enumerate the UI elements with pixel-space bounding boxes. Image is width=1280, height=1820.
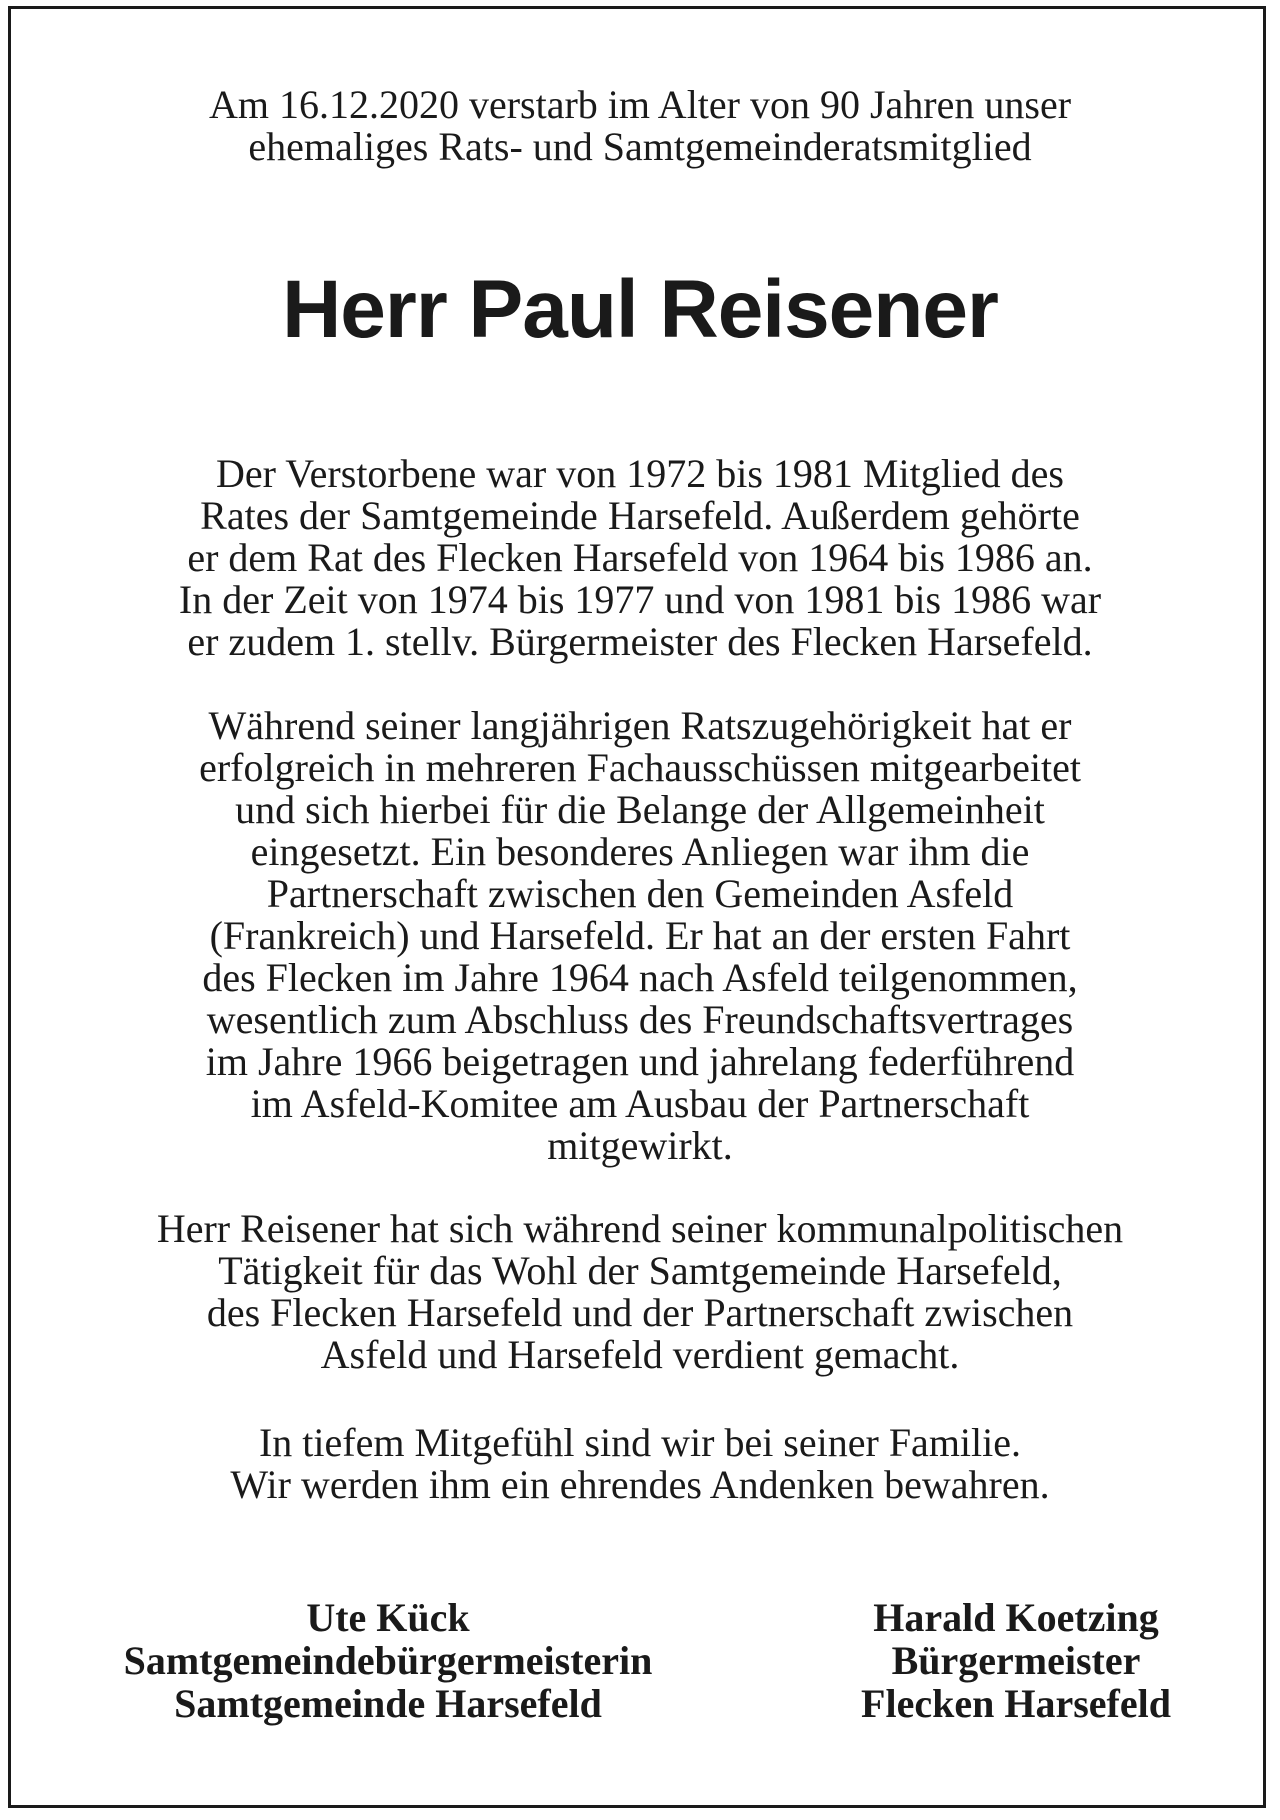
text-line: im Asfeld-Komitee am Ausbau der Partnerschaft — [250, 1081, 1030, 1126]
text-line: des Flecken Harsefeld und der Partnerschaft zwischen — [206, 1290, 1074, 1335]
deceased-name: Herr Paul Reisener — [282, 264, 998, 355]
signatory-name: Ute Kück — [306, 1595, 470, 1640]
signatory-organization: Flecken Harsefeld — [861, 1681, 1171, 1726]
signatory-organization: Samtgemeinde Harsefeld — [174, 1681, 602, 1726]
text-line: eingesetzt. Ein besonderes Anliegen war ihm die — [250, 829, 1030, 874]
signatory-title: Samtgemeindebürgermeisterin — [123, 1638, 653, 1683]
text-line: In tiefem Mitgefühl sind wir bei seiner Familie. — [258, 1420, 1022, 1465]
paragraph-merit — [0, 1208, 1280, 1376]
text-line: im Jahre 1966 beigetragen und jahrelang federführend — [205, 1039, 1075, 1084]
text-line: Asfeld und Harsefeld verdient gemacht. — [320, 1332, 960, 1377]
text-line: In der Zeit von 1974 bis 1977 und von 1981 bis 1986 war — [178, 577, 1102, 622]
text-line: Herr Reisener hat sich während seiner kommunalpolitischen — [156, 1206, 1124, 1251]
text-line: Der Verstorbene war von 1972 bis 1981 Mitglied des — [215, 451, 1064, 496]
signature-left — [82, 1596, 694, 1725]
signatory-name: Harald Koetzing — [873, 1595, 1159, 1640]
text-line: erfolgreich in mehreren Fachausschüssen mitgearbeitet — [199, 745, 1081, 790]
intro-text — [0, 84, 1280, 168]
text-line: er dem Rat des Flecken Harsefeld von 1964 bis 1986 an. — [187, 535, 1093, 580]
text-line: wesentlich zum Abschluss des Freundschaftsvertrages — [206, 997, 1074, 1042]
text-line: er zudem 1. stellv. Bürgermeister des Flecken Harsefeld. — [187, 619, 1093, 664]
text-line: Während seiner langjährigen Ratszugehörigkeit hat er — [208, 703, 1072, 748]
text-line: (Frankreich) und Harsefeld. Er hat an der ersten Fahrt — [209, 913, 1071, 958]
intro-line: ehemaliges Rats- und Samtgemeinderatsmitglied — [248, 124, 1032, 169]
text-line: Wir werden ihm ein ehrendes Andenken bewahren. — [230, 1462, 1050, 1507]
intro-line: Am 16.12.2020 verstarb im Alter von 90 Jahren unser — [208, 82, 1072, 127]
text-line: Tätigkeit für das Wohl der Samtgemeinde Harsefeld, — [218, 1248, 1062, 1293]
signature-right — [830, 1596, 1202, 1725]
text-line: Partnerschaft zwischen den Gemeinden Asfeld — [266, 871, 1014, 916]
paragraph-condolence — [0, 1422, 1280, 1506]
text-line: des Flecken im Jahre 1964 nach Asfeld teilgenommen, — [202, 955, 1078, 1000]
paragraph-career — [0, 453, 1280, 663]
paragraph-partnership — [0, 705, 1280, 1167]
text-line: und sich hierbei für die Belange der Allgemeinheit — [235, 787, 1045, 832]
text-line: mitgewirkt. — [547, 1123, 733, 1168]
signatory-title: Bürgermeister — [891, 1638, 1141, 1683]
text-line: Rates der Samtgemeinde Harsefeld. Außerdem gehörte — [200, 493, 1080, 538]
